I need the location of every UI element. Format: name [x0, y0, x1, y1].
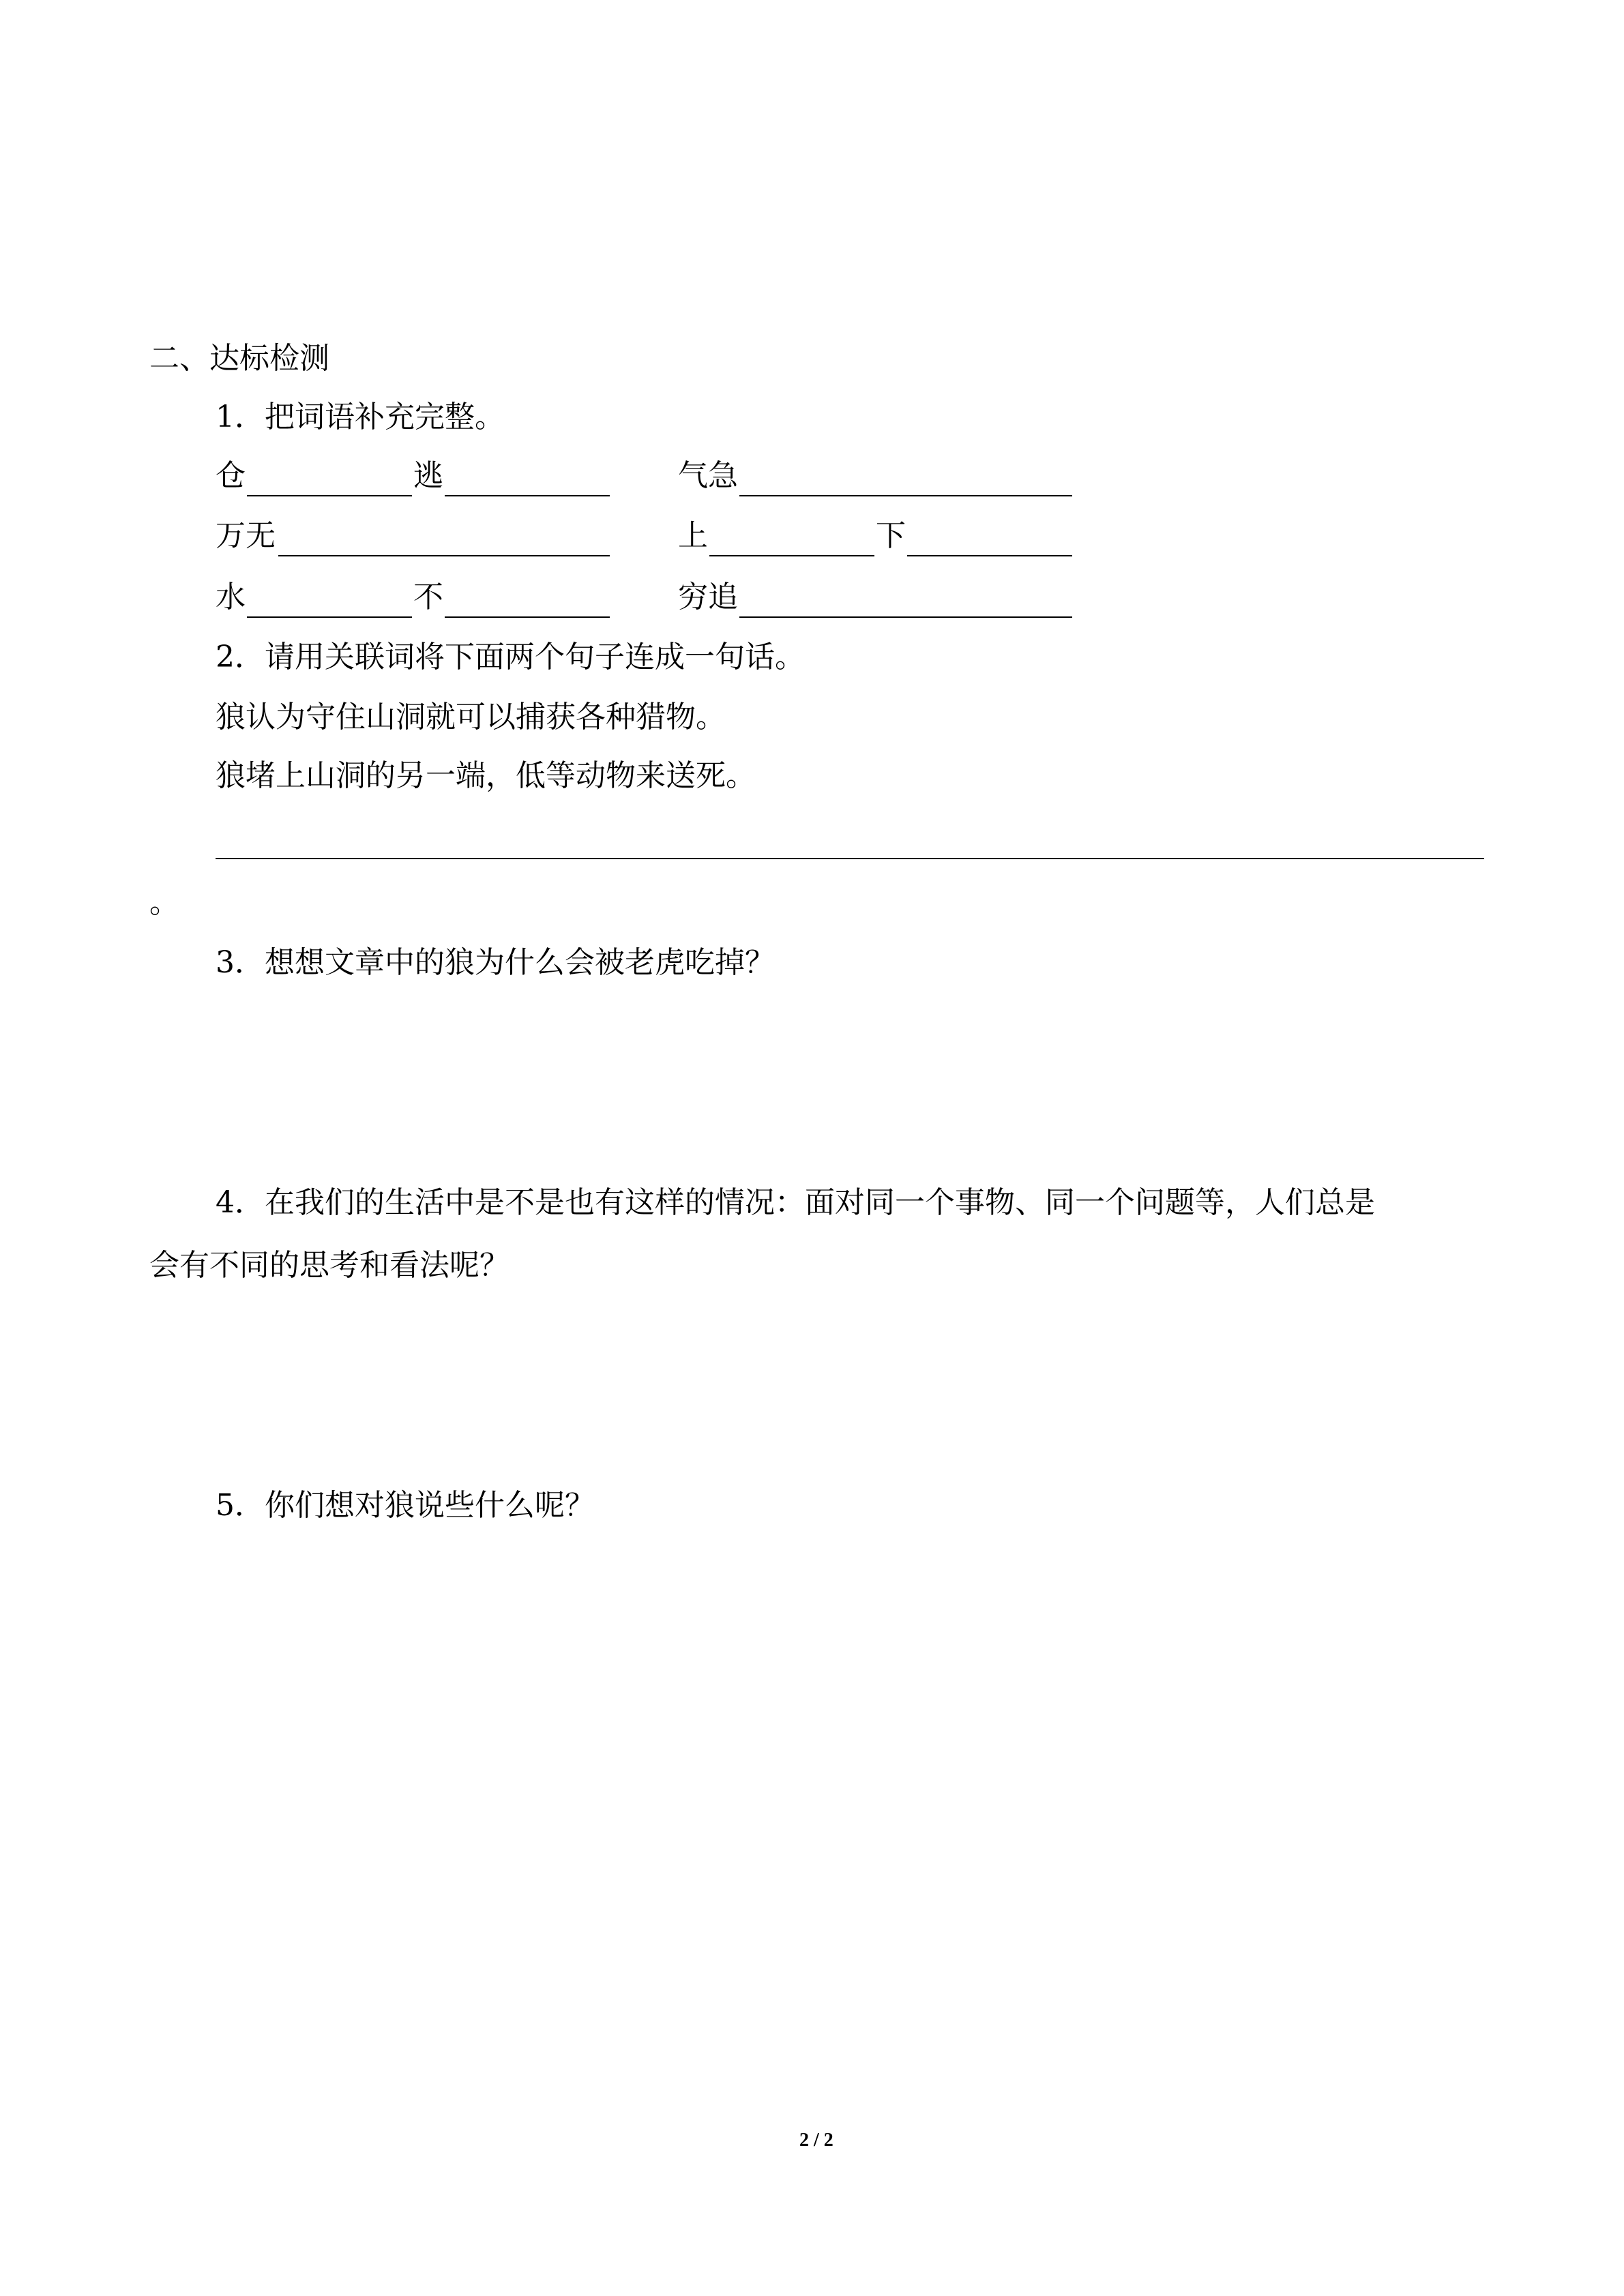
q1-row3-blank-3[interactable] [739, 616, 1072, 618]
section-title: 二、达标检测 [149, 341, 329, 376]
q1-row3-blank-2[interactable] [445, 616, 610, 618]
q1-row1-char-1: 仓 [216, 458, 246, 493]
q2-answer-line[interactable] [216, 858, 1484, 859]
q1-row3-blank-1[interactable] [247, 616, 412, 618]
question-4-prompt-line-1: 4．在我们的生活中是不是也有这样的情况：面对同一个事物、同一个问题等，人们总是 [216, 1185, 1375, 1220]
q1-row1-blank-1[interactable] [247, 495, 412, 496]
q1-row-3 [0, 577, 1624, 619]
question-4-prompt-line-2: 会有不同的思考和看法呢？ [149, 1248, 510, 1283]
q1-row3-word-b: 穷追 [678, 580, 738, 614]
q2-sentence-1: 狼认为守住山洞就可以捕获各种猎物。 [216, 700, 726, 734]
q2-end-mark: 。 [149, 885, 179, 920]
q1-row2-word-a: 万无 [216, 518, 276, 553]
q1-row-1 [0, 456, 1624, 498]
question-5-prompt: 5．你们想对狼说些什么呢？ [216, 1488, 595, 1523]
q1-row3-char-1: 水 [216, 580, 246, 614]
q1-row1-word-b: 气急 [678, 458, 738, 493]
q1-row1-blank-3[interactable] [739, 495, 1072, 496]
q2-sentence-2: 狼堵上山洞的另一端，低等动物来送死。 [216, 758, 756, 793]
q1-row2-blank-3[interactable] [907, 555, 1072, 556]
page-number: 2 / 2 [799, 2130, 833, 2151]
q1-row2-char-b1: 上 [678, 518, 708, 553]
q1-row1-char-2: 逃 [413, 458, 443, 493]
q1-row2-blank-2[interactable] [709, 555, 874, 556]
question-1-prompt: 1．把词语补充完整。 [216, 400, 505, 434]
q1-row2-char-b2: 下 [876, 518, 906, 553]
q1-row-2 [0, 516, 1624, 558]
q1-row1-blank-2[interactable] [445, 495, 610, 496]
q1-row2-blank-1[interactable] [278, 555, 610, 556]
question-3-prompt: 3．想想文章中的狼为什么会被老虎吃掉？ [216, 945, 775, 980]
q1-row3-char-2: 不 [413, 580, 443, 614]
question-2-prompt: 2．请用关联词将下面两个句子连成一句话。 [216, 640, 805, 674]
